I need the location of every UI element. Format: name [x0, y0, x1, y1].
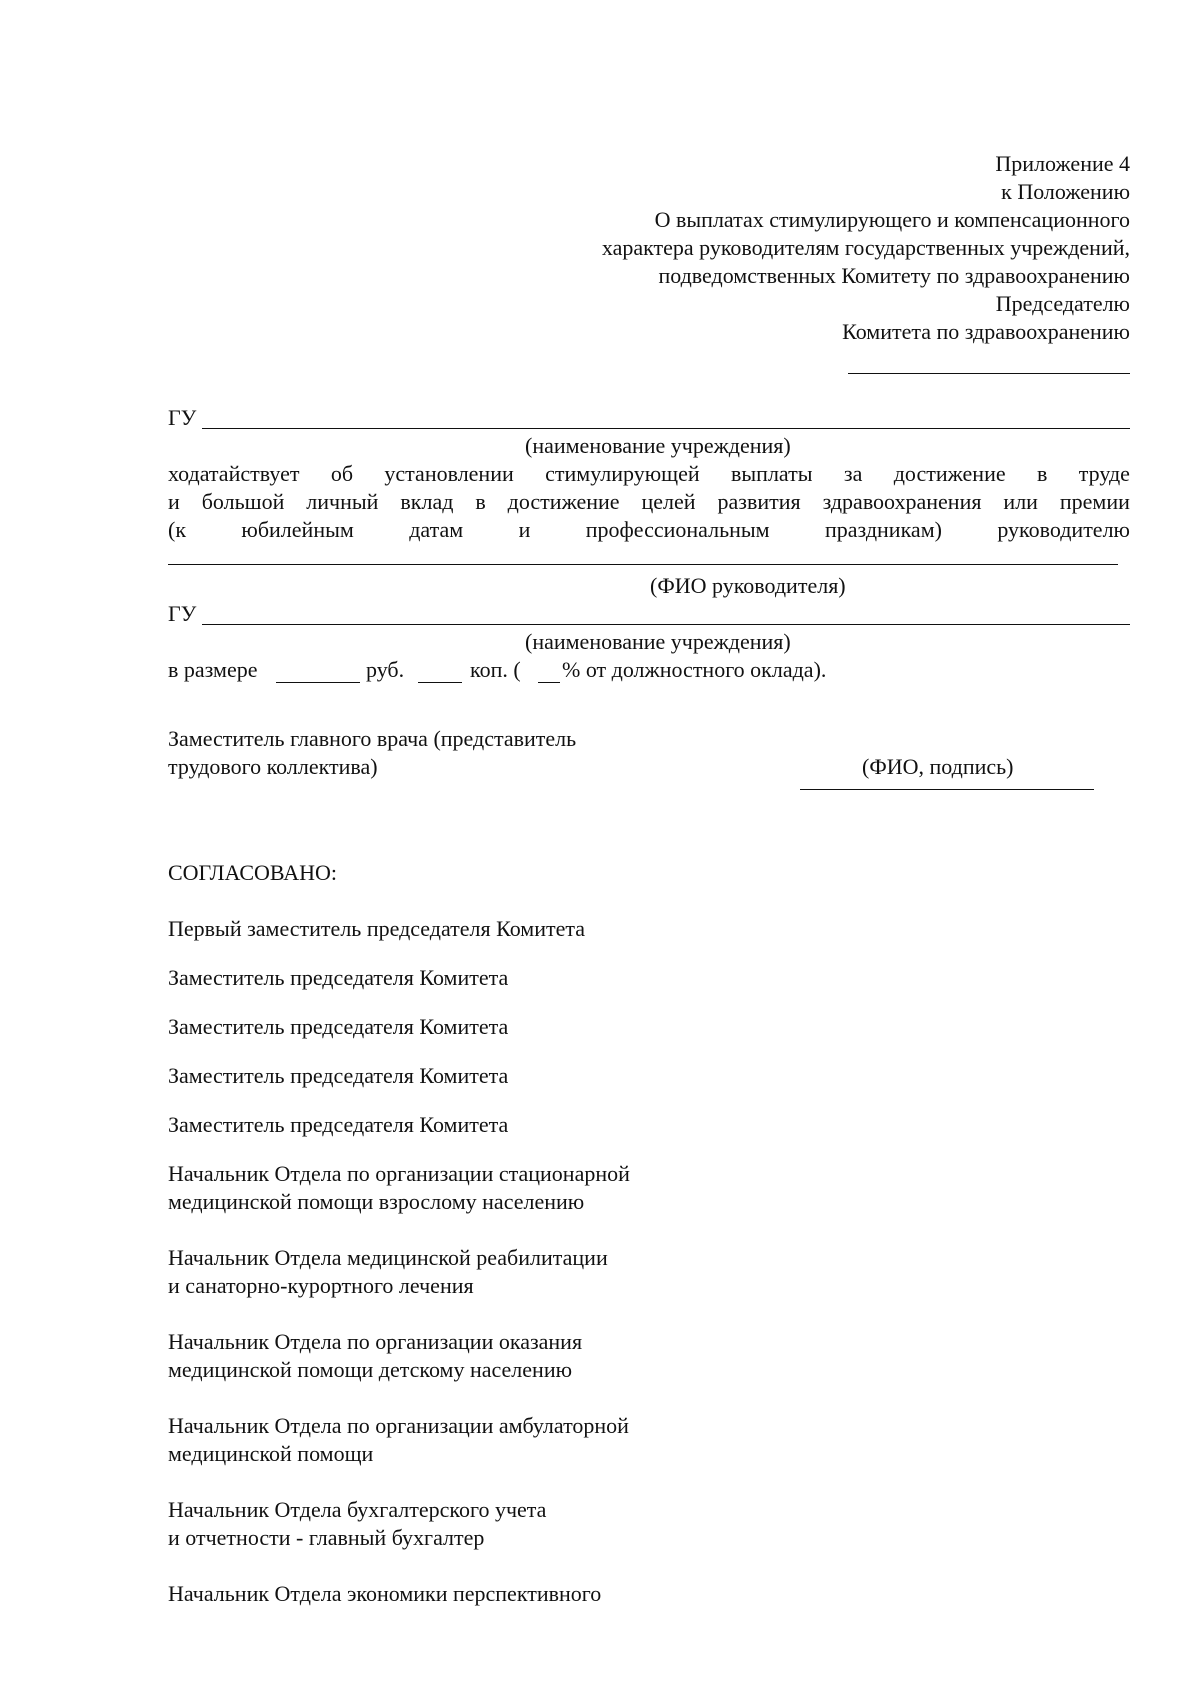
approver-economics-line-1: Начальник Отдела экономики перспективного: [168, 1581, 602, 1606]
approver-inpatient-line-1: Начальник Отдела по организации стационарной: [168, 1161, 630, 1186]
head-caption: (ФИО руководителя): [650, 573, 846, 598]
regulation-title-line-3: подведомственных Комитету по здравоохранению: [658, 263, 1130, 288]
institution-name-line-2: [202, 624, 1130, 625]
chairman-name-line: [848, 373, 1130, 374]
approver-deputy-1: Заместитель председателя Комитета: [168, 965, 509, 990]
approver-first-deputy: Первый заместитель председателя Комитета: [168, 916, 586, 941]
approver-outpatient-line-1: Начальник Отдела по организации амбулаторной: [168, 1413, 629, 1438]
approver-inpatient-line-2: медицинской помощи взрослому населению: [168, 1189, 585, 1214]
institution-name-line-1: [202, 428, 1130, 429]
head-name-line: [168, 564, 1118, 565]
approver-rehab-line-1: Начальник Отдела медицинской реабилитации: [168, 1245, 608, 1270]
deputy-title-line-2: трудового коллектива): [168, 754, 378, 779]
percent-suffix: % от должностного оклада).: [562, 657, 827, 682]
appendix-number: Приложение 4: [995, 151, 1130, 176]
percent-blank: [538, 682, 560, 683]
institution-caption-2: (наименование учреждения): [525, 629, 791, 654]
addressee-line-2: Комитета по здравоохранению: [842, 319, 1130, 344]
gu-label-1: ГУ: [168, 405, 197, 430]
deputy-signature-line: [800, 789, 1094, 790]
regulation-title-line-2: характера руководителям государственных учреждений,: [601, 235, 1130, 260]
approver-rehab-line-2: и санаторно-курортного лечения: [168, 1273, 474, 1298]
approver-deputy-2: Заместитель председателя Комитета: [168, 1014, 509, 1039]
rub-blank: [276, 682, 360, 683]
regulation-title-line-1: О выплатах стимулирующего и компенсационного: [654, 207, 1130, 232]
kop-label: коп. (: [470, 657, 521, 682]
rub-label: руб.: [366, 657, 405, 682]
kop-blank: [418, 682, 462, 683]
approver-deputy-4: Заместитель председателя Комитета: [168, 1112, 509, 1137]
gu-label-2: ГУ: [168, 601, 197, 626]
approval-title: СОГЛАСОВАНО:: [168, 860, 337, 885]
amount-prefix: в размере: [168, 657, 258, 682]
approver-pediatric-line-2: медицинской помощи детскому населению: [168, 1357, 573, 1382]
appendix-ref: к Положению: [1001, 179, 1130, 204]
institution-caption-1: (наименование учреждения): [525, 433, 791, 458]
deputy-title-line-1: Заместитель главного врача (представитель: [168, 726, 577, 751]
approver-deputy-3: Заместитель председателя Комитета: [168, 1063, 509, 1088]
petition-text-line-3: (к юбилейным датам и профессиональным праздникам) руководителю: [168, 517, 1130, 542]
addressee-line-1: Председателю: [995, 291, 1130, 316]
approver-accounting-line-1: Начальник Отдела бухгалтерского учета: [168, 1497, 547, 1522]
petition-text-line-1: ходатайствует об установлении стимулирующей выплаты за достижение в труде: [168, 461, 1130, 486]
fio-signature-caption: (ФИО, подпись): [862, 754, 1014, 779]
approver-pediatric-line-1: Начальник Отдела по организации оказания: [168, 1329, 583, 1354]
approver-outpatient-line-2: медицинской помощи: [168, 1441, 374, 1466]
petition-text-line-2: и большой личный вклад в достижение целей развития здравоохранения или премии: [168, 489, 1130, 514]
approver-accounting-line-2: и отчетности - главный бухгалтер: [168, 1525, 485, 1550]
